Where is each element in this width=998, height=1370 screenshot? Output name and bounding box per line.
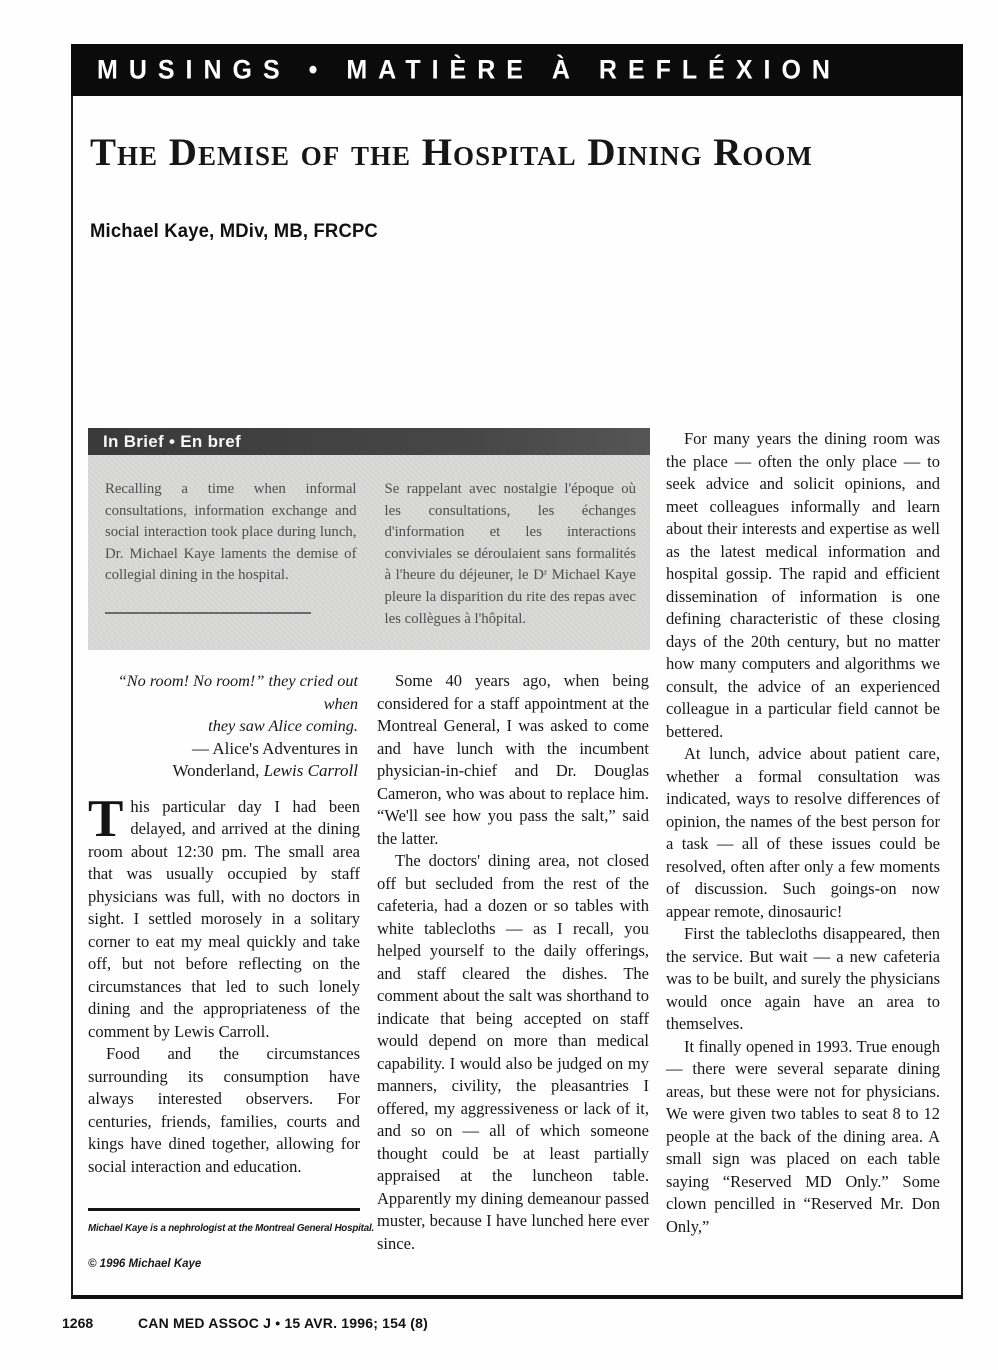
paragraph: At lunch, advice about patient care, whether a formal consultation was indicated, ways to resolve differences of opinion, the names of the best person for a task — all of these issues could be resolved, often after only a few moments of discussion. Such goings-on now appear remote, dinosauric! <box>666 744 940 921</box>
paragraph: First the tablecloths disappeared, then the service. But wait — a new cafeteria was to be built, and surely the physicians would once again have an area to themselves. <box>666 924 940 1033</box>
in-brief-divider <box>105 612 311 614</box>
in-brief-english-text: Recalling a time when informal consultations, information exchange and social interaction took place during lunch, Dr. Michael Kaye laments the demise of collegial dining in the hospital. <box>105 481 357 584</box>
copyright-notice: © 1996 Michael Kaye <box>88 1258 202 1270</box>
section-banner-text: MUSINGS • MATIÈRE À REFLÉXION <box>97 54 841 85</box>
quote-attribution-title: Wonderland, <box>172 761 264 780</box>
body-column-2 <box>377 670 649 1255</box>
in-brief-english-column <box>105 479 357 630</box>
quote-line: they saw Alice coming. <box>208 716 358 735</box>
body-column-1 <box>88 670 360 1178</box>
page-number: 1268 <box>62 1315 94 1331</box>
author-byline: Michael Kaye, MDiv, MB, FRCPC <box>90 221 378 242</box>
quote-attribution: — Alice's Adventures in <box>192 738 358 758</box>
in-brief-header: In Brief • En bref <box>88 428 650 455</box>
paragraph-text: his particular day I had been delayed, and arrived at the dining room about 12:30 pm. The small area that was usually occupied by staff physicians was full, with no doctors in sight. I settled morosely in a solitary corner to eat my meal quickly and take off, but not before reflecting on the circumstances that led to such lonely dining and the appropriateness of the comment by Lewis Carroll. <box>88 796 360 1041</box>
paragraph: For many years the dining room was the place — often the only place — to seek advice and solicit opinions, and meet colleagues informally and learn about their interests and expertise as well as the latest medical information and hospital gossip. The rapid and efficient dissemination of information is one defining characteristic of these closing days of the 20th century, but no matter how many computers and algorithms we consult, the advice of an experienced colleague in a particular field cannot be bettered. <box>666 429 940 741</box>
quote-attribution-author: Lewis Carroll <box>263 761 358 780</box>
page-border-left <box>71 44 73 1298</box>
paragraph <box>88 789 360 1044</box>
footnote-divider <box>88 1208 360 1211</box>
quote-line: “No room! No room!” they cried out when <box>117 671 358 713</box>
pull-quote <box>88 670 358 783</box>
section-banner <box>71 44 963 96</box>
in-brief-french-text: Se rappelant avec nostalgie l'époque où les consultations, les échanges d'information et les interactions conviviales se déroulaient sans formalités à l'heure du déjeuner, le Dʳ Michael Kaye pleure la disparition du rite des repas avec les collègues à l'hôpital. <box>384 481 636 627</box>
body-column-3 <box>666 428 940 1238</box>
article-title: The Demise of the Hospital Dining Room <box>90 131 813 174</box>
author-footnote: Michael Kaye is a nephrologist at the Montreal General Hospital. <box>88 1222 375 1234</box>
quote-attribution <box>88 760 358 783</box>
page-border-right <box>961 44 963 1298</box>
in-brief-french-column <box>385 479 637 630</box>
paragraph: It finally opened in 1993. True enough — there were several separate dining areas, but these were not for physicians. We were given two tables to seat 8 to 12 people at the back of the dining area. A small sign was placed on each table saying “Reserved MD Only.” Some clown pencilled in “Reserved Mr. Don Only,” <box>666 1036 940 1236</box>
paragraph: Food and the circumstances surrounding its consumption have always interested observers. For centuries, friends, families, courts and kings have dined together, allowing for social interaction and education. <box>88 1044 360 1176</box>
drop-cap: T <box>88 789 124 848</box>
page-border-bottom <box>71 1295 963 1299</box>
in-brief-body <box>88 455 650 650</box>
paragraph: The doctors' dining area, not closed off but secluded from the rest of the cafeteria, had a dozen or so tables with white tablecloths — as I recall, you helped yourself to the daily offerings, and staff cleared the dishes. The comment about the salt was shorthand to indicate that being accepted on staff would depend on more than medical capability. I would also be judged on my manners, civility, the pleasantries I offered, my aggressiveness or lack of it, and so on — all of which someone thought could be at least partially appraised at the luncheon table. Apparently my dining demeanour passed muster, because I have lunched here ever since. <box>377 851 649 1253</box>
paragraph: Some 40 years ago, when being considered for a staff appointment at the Montreal General, I was asked to come and have lunch with the incumbent physician-in-chief and Dr. Douglas Cameron, who was about to replace him. “We'll see how you pass the salt,” said the latter. <box>377 671 649 848</box>
in-brief-box <box>88 428 650 650</box>
journal-citation: CAN MED ASSOC J • 15 AVR. 1996; 154 (8) <box>138 1315 428 1331</box>
